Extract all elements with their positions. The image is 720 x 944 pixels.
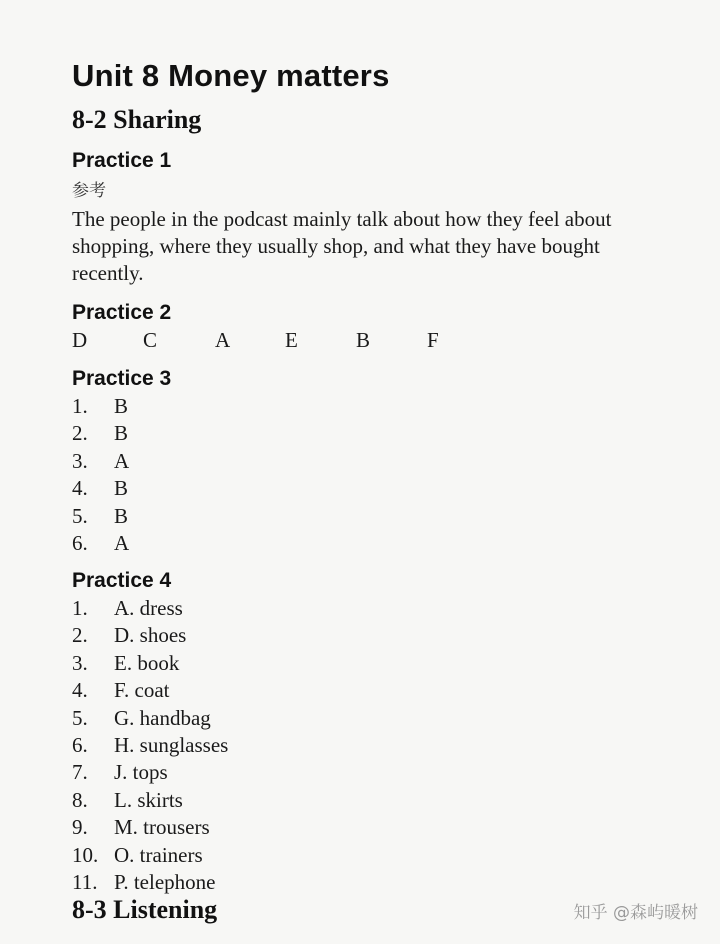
practice-2-answer: F xyxy=(427,328,439,352)
item-answer: A xyxy=(114,530,130,555)
item-answer: G. handbag xyxy=(114,705,211,730)
item-answer: A. dress xyxy=(114,596,183,620)
item-answer: P. telephone xyxy=(114,869,216,894)
practice-2-answer: B xyxy=(356,328,371,352)
section-title-listening: 8-3 Listening xyxy=(72,895,218,924)
item-number: 5. xyxy=(72,705,88,730)
section-title-sharing: 8-2 Sharing xyxy=(72,105,202,134)
item-number: 4. xyxy=(72,476,88,501)
practice-3-heading: Practice 3 xyxy=(72,367,172,390)
item-answer: D. shoes xyxy=(114,623,187,648)
item-number: 2. xyxy=(72,623,88,648)
item-answer: F. coat xyxy=(114,678,170,703)
item-answer: B xyxy=(114,503,129,528)
practice-2-answer: E xyxy=(285,328,298,352)
item-number: 1. xyxy=(72,394,88,418)
item-number: 11. xyxy=(72,869,98,894)
item-answer: B xyxy=(114,394,129,418)
item-number: 10. xyxy=(72,842,99,867)
item-answer: M. trousers xyxy=(114,815,210,840)
practice-1-answer-text: The people in the podcast mainly talk about how they feel about shopping, where they usually shop, and what they have bought recently. xyxy=(72,207,612,285)
watermark: 知乎 @森屿暖树 xyxy=(573,903,698,923)
item-number: 9. xyxy=(72,815,88,840)
item-answer: J. tops xyxy=(114,760,168,785)
item-answer: L. skirts xyxy=(114,787,183,812)
item-number: 1. xyxy=(72,596,88,620)
item-answer: O. trainers xyxy=(114,842,203,867)
practice-2-heading: Practice 2 xyxy=(72,301,172,324)
item-answer: A xyxy=(114,448,130,473)
practice-2-answer: A xyxy=(215,328,231,352)
item-answer: B xyxy=(114,421,129,446)
reference-label: 参考 xyxy=(72,181,106,201)
item-number: 7. xyxy=(72,760,88,785)
unit-title: Unit 8 Money matters xyxy=(72,58,390,93)
practice-4-heading: Practice 4 xyxy=(72,569,172,592)
item-number: 6. xyxy=(72,732,88,757)
item-number: 4. xyxy=(72,678,88,703)
item-number: 8. xyxy=(72,787,88,812)
item-answer: B xyxy=(114,476,129,501)
item-number: 5. xyxy=(72,503,88,528)
item-answer: E. book xyxy=(114,650,180,675)
item-answer: H. sunglasses xyxy=(114,732,229,757)
item-number: 3. xyxy=(72,650,88,675)
practice-2-answer: C xyxy=(143,328,158,352)
item-number: 3. xyxy=(72,448,88,473)
item-number: 6. xyxy=(72,530,88,555)
practice-2-answer: D xyxy=(72,328,88,352)
item-number: 2. xyxy=(72,421,88,446)
practice-1-heading: Practice 1 xyxy=(72,149,172,172)
